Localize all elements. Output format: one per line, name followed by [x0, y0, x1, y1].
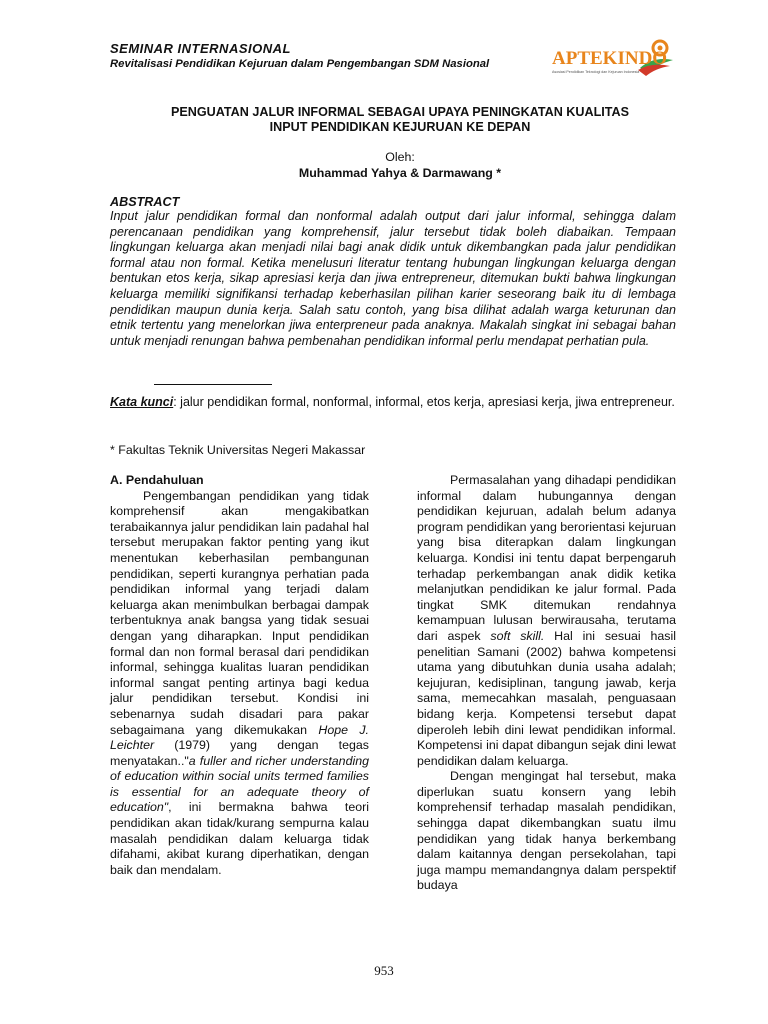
abstract-text: Input jalur pendidikan formal dan nonformal adalah output dari jalur informal, sehingga dalam perencanaan pendidikan yang komprehensif, jalur tersebut tidak boleh diabaikan. Tempaan lingkungan keluarga akan menjadi nilai bagi anak didik untuk dikembangkan pada jalur pendidikan formal atau non formal. Ketika menelusuri literatur tentang hubungan lingkungan keluarga dengan bentukan etos kerja, sikap apresiasi kerja dan jiwa entrepreneur, ditemukan bukti bahwa lingkungan keluarga memiliki signifikansi terhadap keberhasilan pilihan karier seseorang baik itu di lembaga pendidikan maupun dunia kerja. Salah satu contoh, yang bisa dilihat adalah warga keturunan dan etnik tertentu yang menelorkan jiwa enterpreneur pada anaknya. Makalah singkat ini sebagai bahan untuk menjadi renungan bahwa pembenahan pendidikan informal perlu mendapat perhatian pula.: [110, 209, 676, 348]
keywords: [110, 395, 676, 411]
left-column: [110, 473, 369, 878]
paragraph: Dengan mengingat hal tersebut, maka diperlukan suatu konsern yang lebih komprehensif terhadap masalah pendidikan, sehingga dapat dikembangkan suatu ilmu pendidikan yang tidak hanya berkembang dalam kaitannya dengan persekolahan, tapi juga mampu memandangnya dalam perspektif budaya: [417, 769, 676, 893]
paragraph: [417, 473, 676, 769]
paragraph-text: Pengembangan pendidikan yang tidak komprehensif akan mengakibatkan terabaikannya jalur pendidikan lain padahal hal tersebut merupakan faktor penting yang ikut menentukan keberhasilan pembangunan pendidikan, seperti kurangnya perhatian pada pendidikan informal yang terjadi dalam keluarga akan menimbulkan berbagai dampak terbentuknya anak bangsa yang tidak sesuai dengan yang diharapkan. Input pendidikan formal dan non formal berasal dari pendidikan informal, sehingga kualitas luaran pendidikan informal sangat penting artinya bagi kedua jalur pendidikan tersebut. Kondisi ini sebenarnya sudah disadari para pakar sebagaimana yang dikemukakan: [110, 488, 369, 737]
aptekindo-logo: [548, 38, 676, 82]
keywords-text: : jalur pendidikan formal, nonformal, informal, etos kerja, apresiasi kerja, jiwa entrepreneur.: [173, 395, 675, 409]
logo-tagline: Asosiasi Pendidikan Teknologi dan Kejuruan Indonesia: [552, 70, 640, 74]
authors: Muhammad Yahya & Darmawang *: [298, 166, 502, 180]
paper-title-line2: INPUT PENDIDIKAN KEJURUAN KE DEPAN: [269, 120, 531, 134]
seminar-header-title: SEMINAR INTERNASIONAL: [110, 41, 291, 56]
italic-term: soft skill.: [490, 628, 545, 643]
quotation: a fuller and richer understanding of education within social units termed families is essential for an adequate theory of education": [110, 753, 369, 815]
cited-author: Hope J. Leichter: [110, 722, 369, 753]
seminar-header-subtitle: Revitalisasi Pendidikan Kejuruan dalam Pengembangan SDM Nasional: [110, 58, 490, 70]
logo-wordmark: APTEKINDO: [552, 48, 668, 69]
right-column: [417, 473, 676, 894]
paragraph: [110, 489, 369, 879]
keywords-label: Kata kunci: [110, 395, 174, 409]
footnote-rule: [154, 384, 272, 385]
affiliation-footnote: * Fakultas Teknik Universitas Negeri Makassar: [110, 443, 366, 457]
abstract-heading: ABSTRACT: [110, 195, 180, 209]
byline-label: Oleh:: [385, 150, 415, 164]
paragraph-text: (1979) yang dengan tegas menyatakan..": [110, 738, 369, 768]
paragraph-text: Hal ini sesuai hasil penelitian Samani (2002) bahwa kompetensi utama yang dibutuhkan dunia usaha adalah; kejujuran, kedisiplinan, tangung jawab, kerja sama, memecahkan masalah, penguasaan bidang kerja. Kompetensi tersebut dapat diperoleh lebih dini lewat pendidikan informal. Kompetensi ini dapat dibangun sejak dini lewat pendidikan dalam keluarga.: [417, 628, 676, 768]
paragraph-text: Permasalahan yang dihadapi pendidikan informal dalam hubungannya dengan pendidikan kejuruan, adalah belum adanya program pendidikan yang berorientasi kejuruan yang bisa diterapkan dalam lingkungan keluarga. Kondisi ini tentu dapat berpengaruh terhadap perkembangan anak didik ketika melanjutkan pendidikan ke jalur formal. Pada tingkat SMK ditemukan rendahnya kemampuan lulusan berwirausaha, terutama dari aspek: [417, 473, 676, 643]
paper-title-line1: PENGUATAN JALUR INFORMAL SEBAGAI UPAYA PENINGKATAN KUALITAS: [170, 105, 630, 119]
section-heading: A. Pendahuluan: [110, 473, 204, 487]
paragraph-text: , ini bermakna bahwa teori pendidikan akan tidak/kurang sempurna kalau masalah pendidikan dalam keluarga tidak difahami, akibat kurang diperhatikan, dengan baik dan mendalam.: [110, 800, 369, 877]
page-number: 953: [374, 963, 394, 978]
